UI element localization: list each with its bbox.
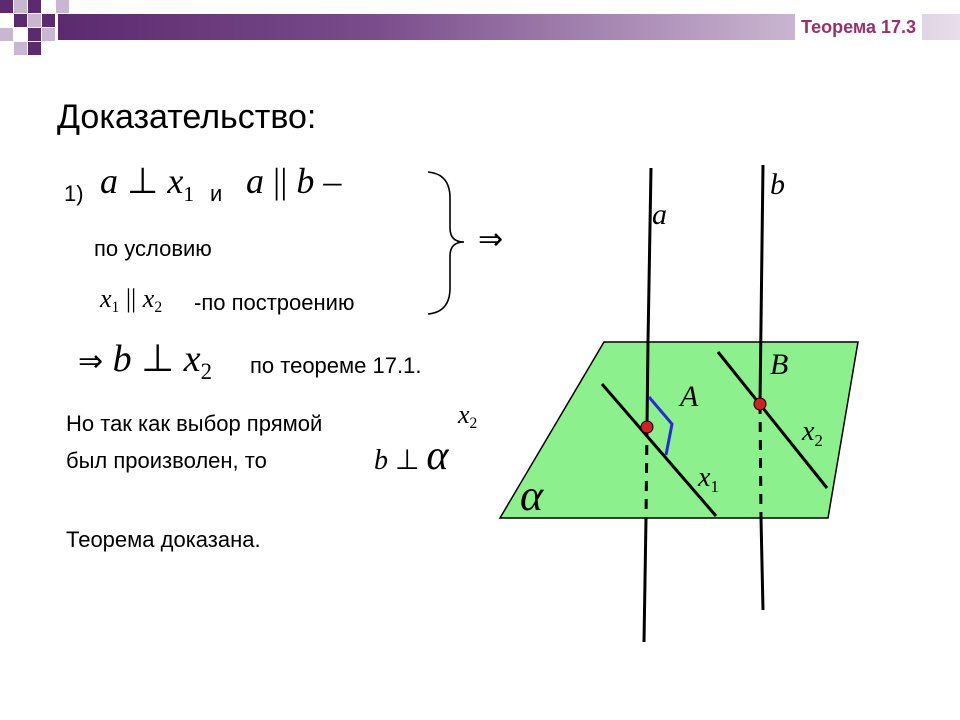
subscript: 2 [154, 299, 163, 317]
and-word: и [210, 181, 223, 206]
line-a-upper-in-plane [647, 342, 648, 427]
var-x: x [458, 400, 470, 429]
implies-symbol: ⇒ [78, 344, 104, 379]
subscript: 2 [469, 415, 478, 433]
perp-symbol: ⊥ [127, 161, 159, 201]
plane-alpha-label: α [520, 471, 544, 520]
var-x: x [698, 462, 711, 493]
subscript: 1 [710, 476, 719, 496]
line-x2-label [802, 416, 823, 448]
var-b: b [296, 161, 315, 201]
arbitrary-line-2: был произволен, то [66, 448, 267, 473]
perp-symbol: ⊥ [141, 338, 175, 380]
slide-title: Теорема 17.3 [795, 14, 922, 40]
line-a-label: a [652, 198, 667, 231]
var-x: x [183, 338, 201, 380]
parallel-symbol: || [273, 161, 288, 201]
implies-symbol: ⇒ [478, 222, 504, 257]
conclusion-text: Теорема доказана. [66, 527, 261, 552]
var-b: b [112, 338, 132, 380]
by-construction-text: -по построению [194, 290, 355, 315]
var-x: x [142, 284, 155, 313]
line-b-lower [761, 518, 763, 610]
var-a: a [246, 161, 264, 201]
var-x: x [167, 161, 184, 201]
point-A [641, 421, 653, 433]
var-b: b [374, 445, 388, 476]
step-number: 1) [64, 181, 84, 206]
by-theorem-text: по теореме 17.1. [250, 353, 422, 378]
subscript: 1 [111, 299, 120, 317]
line-a-upper [648, 168, 651, 342]
by-condition-text: по условию [94, 236, 212, 261]
line-x1-label [698, 462, 719, 494]
var-x: x [802, 416, 815, 447]
var-a: a [100, 161, 118, 201]
arbitrary-line-1: Но так как выбор прямой [66, 411, 323, 436]
subscript: 2 [814, 430, 823, 450]
point-A-label: A [680, 380, 699, 413]
point-B [754, 398, 766, 410]
parallel-symbol: || [125, 284, 137, 313]
dash-symbol: – [323, 161, 342, 201]
subscript: 2 [200, 358, 213, 384]
var-x: x [100, 284, 112, 313]
alpha-symbol: α [426, 433, 449, 479]
line-a-lower [644, 518, 646, 642]
proof-heading: Доказательство: [57, 98, 317, 136]
perp-symbol: ⊥ [395, 445, 420, 476]
line-b-label: b [770, 168, 785, 201]
point-B-label: B [770, 348, 789, 381]
subscript: 1 [183, 181, 195, 206]
